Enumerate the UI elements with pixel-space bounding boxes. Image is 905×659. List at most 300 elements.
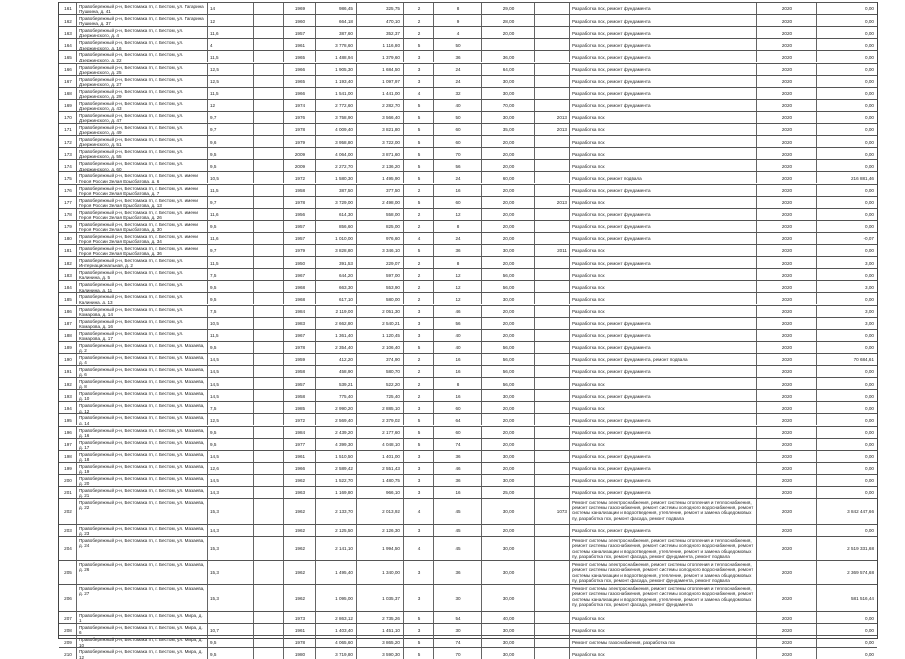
cost-cell: 0,00 (816, 378, 877, 389)
total-area-cell: 2 272,70 (315, 160, 356, 171)
apartments-cell: 70 (433, 148, 481, 159)
wear-cell: 14,5 (207, 475, 253, 486)
works-cell: Разработка пск, ремонт фундамента (569, 100, 756, 111)
total-area-cell: 856,60 (315, 221, 356, 232)
percent-cell: 20,00 (481, 427, 534, 438)
row-number: 178 (64, 212, 72, 218)
works-cell: Разработка пск (569, 378, 756, 389)
row-number: 173 (64, 151, 72, 157)
row-number: 199 (64, 466, 72, 472)
total-area-cell: 1 495,40 (315, 561, 356, 584)
address-cell: Правобережный р-н, Бестомака гп, г. Бестом, ул. Мазаева, д. 8 (76, 378, 207, 389)
percent-cell: 20,00 (481, 402, 534, 413)
cost-cell: 0,00 (816, 100, 877, 111)
address-cell: Правобережный р-н, Бестомака гп, г. Бестом, ул. Мазаева, д. 19 (76, 463, 207, 474)
year-built-cell: 1972 (283, 172, 315, 183)
row-number: 168 (64, 91, 72, 97)
last-repair-year-cell (534, 3, 569, 14)
living-area-cell: 1 451,10 (356, 624, 403, 635)
plan-year-cell: 2020 (756, 612, 816, 623)
address-cell: Правобережный р-н, Бестомака гп, г. Бестом, ул. имени Героя России Зелая Ерысбатова, д. 34 (76, 233, 207, 244)
empty-cell (253, 499, 283, 524)
row-number: 190 (64, 357, 72, 363)
apartments-cell: 8 (433, 378, 481, 389)
living-area-cell: 1 441,00 (356, 88, 403, 99)
table-row (59, 611, 877, 623)
cost-cell: 0,00 (816, 160, 877, 171)
table-row (59, 450, 877, 462)
works-cell: Разработка пск (569, 402, 756, 413)
living-area-cell: 1 401,00 (356, 451, 403, 462)
works-cell: Разработка пск (569, 439, 756, 450)
year-built-cell: 1978 (283, 636, 315, 647)
apartments-cell: 30 (433, 585, 481, 611)
year-built-cell: 1961 (283, 624, 315, 635)
address-cell: Правобережный р-н, Бестомака гп, г. Бестом, ул. Мазаева, д. 18 (76, 451, 207, 462)
last-repair-year-cell (534, 88, 569, 99)
apartments-cell: 36 (433, 475, 481, 486)
row-number: 171 (64, 127, 72, 133)
table-row (59, 232, 877, 244)
year-built-cell: 1965 (283, 76, 315, 87)
address-cell: Правобережный р-н, Бестомака гп, г. Бестом, ул. Дзержинского, д. 27 (76, 76, 207, 87)
apartments-cell: 74 (433, 636, 481, 647)
last-repair-year-cell (534, 354, 569, 365)
row-number: 204 (64, 546, 72, 552)
living-area-cell: 3 346,10 (356, 245, 403, 256)
percent-cell: 36,00 (481, 51, 534, 62)
works-cell: Ремонт системы электроснабжения, ремонт системы отопления и теплоснабжения, ремонт системы газоснабжения, ремонт системы холодного водоснабжения, ремонт системы канализации и водоотведения, утепление, ремонт и замена общедомовых пу, разработка пск, ремонт фасада, ремонт фундамента (569, 585, 756, 611)
plan-year-cell: 2020 (756, 414, 816, 425)
year-built-cell: 1961 (283, 39, 315, 50)
table-row (59, 647, 877, 659)
floors-cell: 5 (403, 342, 433, 353)
apartments-cell: 36 (433, 51, 481, 62)
apartments-cell: 8 (433, 221, 481, 232)
total-area-cell: 3 958,80 (315, 136, 356, 147)
address-cell: Правобережный р-н, Бестомака гп, г. Бестом, ул. Дзержинского, д. 4 (76, 27, 207, 38)
plan-year-cell: 2020 (756, 209, 816, 220)
address-cell: Правобережный р-н, Бестомака гп, г. Бестом, ул. Дзержинского, д. 43 (76, 100, 207, 111)
total-area-cell: 614,30 (315, 209, 356, 220)
cost-cell: 0,00 (816, 475, 877, 486)
apartments-cell: 70 (433, 648, 481, 659)
table-row (59, 438, 877, 450)
last-repair-year-cell (534, 378, 569, 389)
cost-cell: 0,00 (816, 197, 877, 208)
empty-cell (253, 27, 283, 38)
table-row (59, 196, 877, 208)
apartments-cell: 24 (433, 233, 481, 244)
cost-cell: 0,00 (816, 402, 877, 413)
plan-year-cell: 2020 (756, 64, 816, 75)
row-number: 180 (64, 236, 72, 242)
living-area-cell: 1 120,45 (356, 330, 403, 341)
total-area-cell: 986,45 (315, 3, 356, 14)
last-repair-year-cell (534, 27, 569, 38)
works-cell: Ремонт системы электроснабжения, ремонт системы отопления и теплоснабжения, ремонт системы газоснабжения, ремонт системы холодного водоснабжения, ремонт системы канализации и водоотведения, утепление, ремонт и замена общедомовых пу, разработка пск, ремонт фасада, ремонт фундамента, ремонт подвала (569, 561, 756, 584)
address-cell: Правобережный р-н, Бестомака гп, г. Бестом, ул. Гагарина Пушкина, д. 41 (76, 3, 207, 14)
year-built-cell: 1978 (283, 342, 315, 353)
apartments-cell: 24 (433, 172, 481, 183)
cost-cell: 0,00 (816, 27, 877, 38)
wear-cell: 11,6 (207, 27, 253, 38)
living-area-cell: 725,40 (356, 390, 403, 401)
plan-year-cell: 2020 (756, 221, 816, 232)
plan-year-cell: 2020 (756, 487, 816, 498)
living-area-cell: 377,50 (356, 185, 403, 196)
empty-cell (253, 233, 283, 244)
cost-cell: 70 684,61 (816, 354, 877, 365)
empty-cell (253, 378, 283, 389)
cost-cell: 3,00 (816, 318, 877, 329)
wear-cell: 14,5 (207, 366, 253, 377)
living-area-cell: 976,60 (356, 233, 403, 244)
cost-cell: 0,00 (816, 209, 877, 220)
table-row (59, 498, 877, 524)
table-row (59, 462, 877, 474)
percent-cell: 30,00 (481, 636, 534, 647)
address-cell: Правобережный р-н, Бестомака гп, г. Бестом, ул. Мазаева, д. 20 (76, 475, 207, 486)
floors-cell: 5 (403, 160, 433, 171)
percent-cell: 30,00 (481, 561, 534, 584)
total-area-cell: 2 569,40 (315, 414, 356, 425)
works-cell: Разработка пск (569, 612, 756, 623)
cost-cell: 0,00 (816, 525, 877, 536)
address-cell: Правобережный р-н, Бестомака гп, г. Бестом, ул. имени Героя России Зелая Ерысбатова, д. 7 (76, 185, 207, 196)
plan-year-cell: 2020 (756, 293, 816, 304)
percent-cell: 30,00 (481, 475, 534, 486)
wear-cell: 9,7 (207, 112, 253, 123)
row-number: 197 (64, 442, 72, 448)
works-cell: Разработка пск (569, 293, 756, 304)
last-repair-year-cell (534, 281, 569, 292)
table-row (59, 536, 877, 560)
wear-cell: 12,5 (207, 76, 253, 87)
percent-cell: 20,00 (481, 160, 534, 171)
last-repair-year-cell (534, 318, 569, 329)
empty-cell (253, 318, 283, 329)
apartments-cell: 16 (433, 487, 481, 498)
year-built-cell: 1969 (283, 3, 315, 14)
percent-cell: 20,00 (481, 414, 534, 425)
row-number: 208 (64, 627, 72, 633)
apartments-cell: 36 (433, 245, 481, 256)
last-repair-year-cell (534, 487, 569, 498)
total-area-cell: 1 905,30 (315, 64, 356, 75)
plan-year-cell: 2020 (756, 318, 816, 329)
empty-cell (253, 257, 283, 268)
living-area-cell: 2 498,00 (356, 197, 403, 208)
works-cell: Разработка пск, ремонт фундамента (569, 257, 756, 268)
living-area-cell: 325,75 (356, 3, 403, 14)
total-area-cell: 1 193,40 (315, 76, 356, 87)
cost-cell: 0,00 (816, 76, 877, 87)
table-row (59, 99, 877, 111)
apartments-cell: 16 (433, 354, 481, 365)
living-area-cell: 2 379,02 (356, 414, 403, 425)
plan-year-cell: 2020 (756, 136, 816, 147)
table-row (59, 353, 877, 365)
apartments-cell: 46 (433, 463, 481, 474)
plan-year-cell: 2020 (756, 402, 816, 413)
last-repair-year-cell (534, 475, 569, 486)
living-area-cell: 3 871,60 (356, 148, 403, 159)
living-area-cell: 553,90 (356, 281, 403, 292)
last-repair-year-cell (534, 148, 569, 159)
percent-cell: 20,00 (481, 27, 534, 38)
living-area-cell: 580,70 (356, 366, 403, 377)
living-area-cell: 2 282,70 (356, 100, 403, 111)
total-area-cell: 2 863,12 (315, 612, 356, 623)
floors-cell: 5 (403, 636, 433, 647)
wear-cell: 9,5 (207, 648, 253, 659)
row-number: 191 (64, 369, 72, 375)
row-number: 188 (64, 333, 72, 339)
living-area-cell: 374,90 (356, 354, 403, 365)
percent-cell: 30,00 (481, 585, 534, 611)
plan-year-cell: 2020 (756, 112, 816, 123)
year-built-cell: 1959 (283, 354, 315, 365)
empty-cell (253, 427, 283, 438)
floors-cell: 5 (403, 245, 433, 256)
wear-cell: 11,5 (207, 51, 253, 62)
year-built-cell: 1956 (283, 209, 315, 220)
floors-cell: 3 (403, 402, 433, 413)
row-number: 210 (64, 651, 72, 657)
living-area-cell: 1 116,80 (356, 39, 403, 50)
living-area-cell: 558,00 (356, 209, 403, 220)
year-built-cell: 2009 (283, 160, 315, 171)
percent-cell: 30,00 (481, 451, 534, 462)
empty-cell (253, 3, 283, 14)
empty-cell (253, 537, 283, 560)
plan-year-cell: 2020 (756, 88, 816, 99)
year-built-cell: 1979 (283, 245, 315, 256)
wear-cell: 15,3 (207, 537, 253, 560)
total-area-cell: 3 758,90 (315, 112, 356, 123)
table-row (59, 560, 877, 584)
year-built-cell: 1961 (283, 451, 315, 462)
address-cell: Правобережный р-н, Бестомака гп, г. Бестом, ул. Дзержинского, д. 29 (76, 88, 207, 99)
works-cell: Разработка пск, ремонт фундамента (569, 51, 756, 62)
percent-cell: 30,00 (481, 112, 534, 123)
floors-cell: 5 (403, 100, 433, 111)
row-number: 164 (64, 42, 72, 48)
wear-cell: 7,5 (207, 269, 253, 280)
address-cell: Правобережный р-н, Бестомака гп, г. Бестом, ул. Мира, д. 12 (76, 648, 207, 659)
total-area-cell: 1 403,40 (315, 624, 356, 635)
floors-cell: 3 (403, 64, 433, 75)
table-row (59, 474, 877, 486)
table-row (59, 268, 877, 280)
living-area-cell: 2 177,60 (356, 427, 403, 438)
floors-cell: 3 (403, 487, 433, 498)
percent-cell: 30,00 (481, 390, 534, 401)
empty-cell (253, 330, 283, 341)
apartments-cell: 12 (433, 269, 481, 280)
percent-cell: 20,00 (481, 209, 534, 220)
plan-year-cell: 2020 (756, 499, 816, 524)
works-cell: Разработка пск, ремонт фундамента (569, 475, 756, 486)
works-cell: Разработка пск, ремонт фундамента (569, 427, 756, 438)
row-number: 176 (64, 187, 72, 193)
total-area-cell: 4 009,40 (315, 124, 356, 135)
wear-cell: 14,3 (207, 525, 253, 536)
wear-cell: 12,5 (207, 64, 253, 75)
total-area-cell: 2 990,20 (315, 402, 356, 413)
row-number: 209 (64, 639, 72, 645)
total-area-cell: 4 064,00 (315, 148, 356, 159)
cost-cell: 0,00 (816, 612, 877, 623)
plan-year-cell: 2020 (756, 27, 816, 38)
works-cell: Разработка пск (569, 197, 756, 208)
plan-year-cell: 2020 (756, 269, 816, 280)
works-cell: Разработка пск, ремонт подвала (569, 172, 756, 183)
apartments-cell: 74 (433, 439, 481, 450)
empty-cell (253, 88, 283, 99)
wear-cell: 9,5 (207, 427, 253, 438)
address-cell: Правобережный р-н, Бестомака гп, г. Бестом, ул. Комарова, д. 16 (76, 318, 207, 329)
total-area-cell: 539,21 (315, 378, 356, 389)
table-row (59, 208, 877, 220)
address-cell: Правобережный р-н, Бестомака гп, г. Бестом, ул. Мира, д. 10 (76, 636, 207, 647)
living-area-cell: 3 821,80 (356, 124, 403, 135)
wear-cell: 11,5 (207, 257, 253, 268)
address-cell: Правобережный р-н, Бестомака гп, г. Бестом, ул. Дзержинского, д. 22 (76, 51, 207, 62)
cost-cell: 0,00 (816, 148, 877, 159)
floors-cell: 2 (403, 15, 433, 26)
works-cell: Разработка пск, ремонт фундамента (569, 39, 756, 50)
cost-cell: 2 369 574,68 (816, 561, 877, 584)
total-area-cell: 644,20 (315, 269, 356, 280)
plan-year-cell: 2020 (756, 648, 816, 659)
percent-cell: 30,00 (481, 293, 534, 304)
cost-cell: 0,00 (816, 136, 877, 147)
last-repair-year-cell (534, 451, 569, 462)
works-cell: Разработка пск, ремонт фундамента (569, 88, 756, 99)
table-row (59, 256, 877, 268)
living-area-cell: 522,20 (356, 378, 403, 389)
empty-cell (253, 612, 283, 623)
cost-cell: 0,00 (816, 64, 877, 75)
address-cell: Правобережный р-н, Бестомака гп, г. Бестом, ул. Дзержинского, д. 51 (76, 136, 207, 147)
percent-cell: 64,00 (481, 64, 534, 75)
total-area-cell: 2 772,60 (315, 100, 356, 111)
last-repair-year-cell (534, 160, 569, 171)
total-area-cell: 1 488,94 (315, 51, 356, 62)
percent-cell: 30,00 (481, 648, 534, 659)
apartments-cell: 12 (433, 209, 481, 220)
percent-cell: 60,00 (481, 172, 534, 183)
cost-cell: 0,00 (816, 414, 877, 425)
table-row (59, 184, 877, 196)
table-row (59, 426, 877, 438)
empty-cell (253, 525, 283, 536)
address-cell: Правобережный р-н, Бестомака гп, г. Бестом, ул. Мазаева, д. 6 (76, 366, 207, 377)
works-cell: Разработка пск, ремонт фундамента (569, 15, 756, 26)
last-repair-year-cell (534, 330, 569, 341)
address-cell: Правобережный р-н, Бестомака гп, г. Бестом, ул. Мазаева, д. 4 (76, 354, 207, 365)
last-repair-year-cell (534, 269, 569, 280)
wear-cell: 12,5 (207, 414, 253, 425)
empty-cell (253, 487, 283, 498)
works-cell: Разработка пск, ремонт фундамента (569, 318, 756, 329)
cost-cell: 0,00 (816, 269, 877, 280)
last-repair-year-cell (534, 648, 569, 659)
percent-cell: 40,00 (481, 612, 534, 623)
row-number: 179 (64, 224, 72, 230)
plan-year-cell: 2020 (756, 366, 816, 377)
percent-cell: 70,00 (481, 100, 534, 111)
apartments-cell: 50 (433, 39, 481, 50)
apartments-cell: 16 (433, 185, 481, 196)
last-repair-year-cell (534, 402, 569, 413)
empty-cell (253, 136, 283, 147)
apartments-cell: 56 (433, 160, 481, 171)
last-repair-year-cell (534, 233, 569, 244)
cost-cell: 3,00 (816, 306, 877, 317)
works-cell: Разработка пск, ремонт фундамента (569, 27, 756, 38)
apartments-cell: 45 (433, 499, 481, 524)
year-built-cell: 1983 (283, 318, 315, 329)
empty-cell (253, 281, 283, 292)
wear-cell: 15,3 (207, 585, 253, 611)
total-area-cell: 2 439,20 (315, 427, 356, 438)
cost-cell: 0,00 (816, 3, 877, 14)
plan-year-cell: 2020 (756, 330, 816, 341)
year-built-cell: 1963 (283, 487, 315, 498)
living-area-cell: 229,07 (356, 257, 403, 268)
living-area-cell: 1 495,90 (356, 172, 403, 183)
year-built-cell: 1984 (283, 427, 315, 438)
table-row (59, 63, 877, 75)
percent-cell: 56,00 (481, 342, 534, 353)
cost-cell: 3 842 447,66 (816, 499, 877, 524)
year-built-cell: 1968 (283, 293, 315, 304)
last-repair-year-cell (534, 390, 569, 401)
row-number: 163 (64, 30, 72, 36)
works-cell: Разработка пск, ремонт фундамента (569, 185, 756, 196)
floors-cell: 4 (403, 499, 433, 524)
living-area-cell: 966,10 (356, 487, 403, 498)
row-number: 201 (64, 490, 72, 496)
wear-cell: 12,6 (207, 463, 253, 474)
cost-cell: 0,00 (816, 39, 877, 50)
living-area-cell: 2 126,30 (356, 525, 403, 536)
floors-cell: 5 (403, 124, 433, 135)
floors-cell: 3 (403, 51, 433, 62)
floors-cell: 3 (403, 475, 433, 486)
percent-cell: 20,00 (481, 306, 534, 317)
total-area-cell: 3 778,60 (315, 39, 356, 50)
plan-year-cell: 2020 (756, 390, 816, 401)
living-area-cell: 597,00 (356, 269, 403, 280)
works-cell: Ремонт системы электроснабжения, ремонт системы отопления и теплоснабжения, ремонт системы газоснабжения, ремонт системы холодного водоснабжения, ремонт системы канализации и водоотведения, утепление, ремонт и замена общедомовых пу, разработка пск, ремонт фасада, ремонт подвала (569, 499, 756, 524)
total-area-cell: 1 095,00 (315, 585, 356, 611)
wear-cell: 9,5 (207, 439, 253, 450)
plan-year-cell: 2020 (756, 427, 816, 438)
wear-cell: 4 (207, 39, 253, 50)
year-built-cell: 1957 (283, 378, 315, 389)
empty-cell (253, 414, 283, 425)
cost-cell: 0,00 (816, 342, 877, 353)
year-built-cell: 1960 (283, 15, 315, 26)
plan-year-cell: 2020 (756, 525, 816, 536)
last-repair-year-cell (534, 636, 569, 647)
cost-cell: 0,00 (816, 648, 877, 659)
last-repair-year-cell (534, 64, 569, 75)
